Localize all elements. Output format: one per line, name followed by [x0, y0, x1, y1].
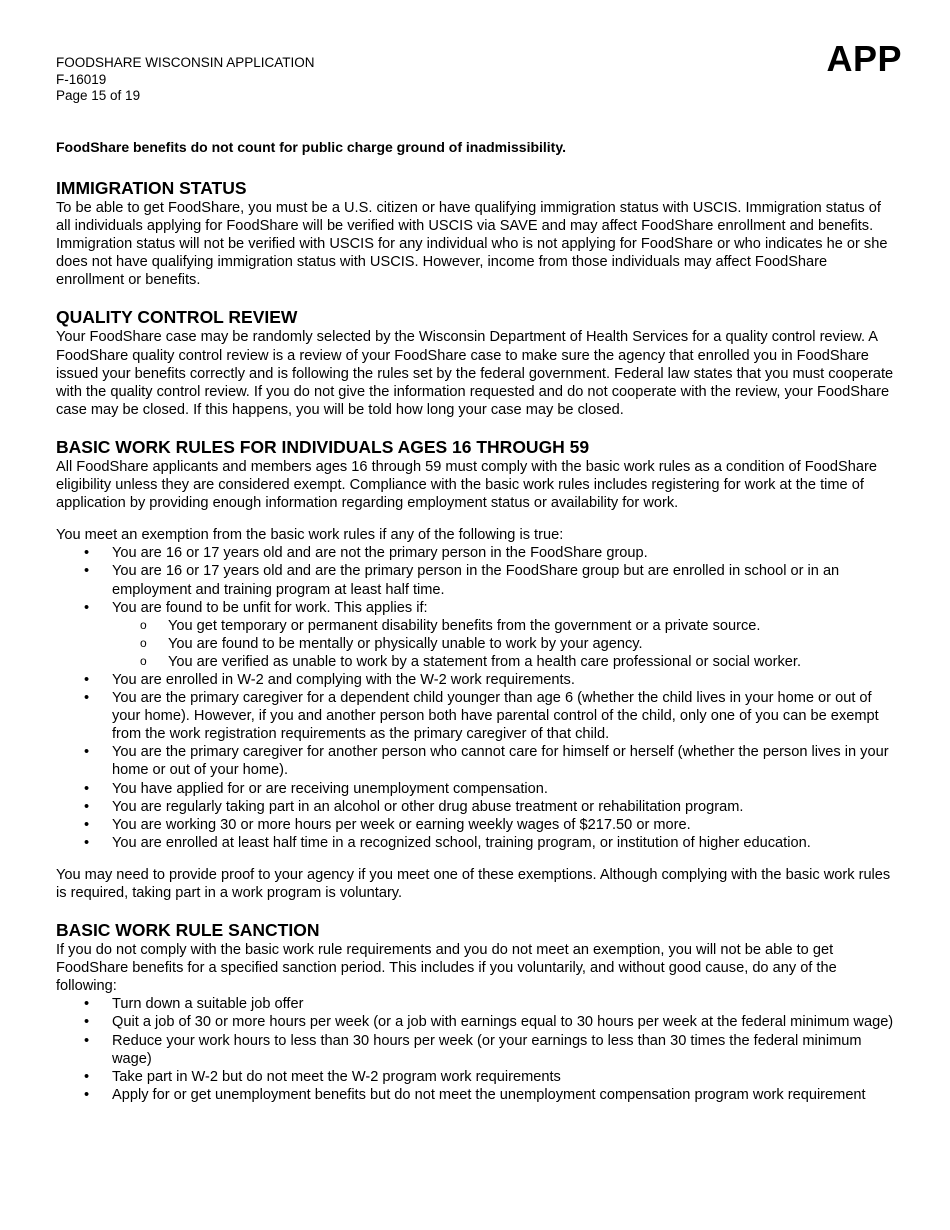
- quality-control-heading: QUALITY CONTROL REVIEW: [56, 307, 298, 328]
- list-item: • You are the primary caregiver for a dependent child younger than age 6 (whether the child lives in your home or out of your home). However, if you and another person both have parental control of the child, only one of you can be exempt from the work registration requirements as the primary caregiver of that child.: [56, 689, 898, 743]
- immigration-heading: IMMIGRATION STATUS: [56, 178, 247, 198]
- list-item: • You are enrolled at least half time in a recognized school, training program, or institution of higher education.: [56, 834, 898, 852]
- work-rules-heading: BASIC WORK RULES FOR INDIVIDUALS AGES 16 THROUGH 59: [56, 436, 590, 457]
- sanction-list: [56, 995, 898, 1104]
- sanction-heading: BASIC WORK RULE SANCTION: [56, 920, 320, 941]
- form-title: FOODSHARE WISCONSIN APPLICATION: [56, 55, 315, 70]
- exemption-list: [56, 544, 898, 852]
- list-item: • You are 16 or 17 years old and are the primary person in the FoodShare group but are enrolled in school or in an employment and training program at least half time.: [56, 562, 898, 598]
- quality-control-section: [56, 307, 898, 418]
- unfit-sub-list: [112, 617, 898, 671]
- list-item: • You have applied for or are receiving unemployment compensation.: [56, 780, 898, 798]
- list-item-text: You are found to be unfit for work. This applies if:: [112, 599, 428, 616]
- list-item: • Quit a job of 30 or more hours per week (or a job with earnings equal to 30 hours per week at the federal minimum wage): [56, 1013, 898, 1031]
- document-header: [56, 55, 315, 105]
- exemption-intro: You meet an exemption from the basic work rules if any of the following is true:: [56, 527, 564, 544]
- list-item: [56, 599, 898, 671]
- list-item: • You are 16 or 17 years old and are not the primary person in the FoodShare group.: [56, 544, 898, 562]
- quality-control-body: Your FoodShare case may be randomly selected by the Wisconsin Department of Health Services for a quality control review. A FoodShare quality control review is a review of your FoodShare case to make sure the agency that enrolled you in FoodShare issued your benefits correctly and is following the rules set by the federal government. Federal law states that you must cooperate with the quality control review. If you do not give the information requested and do not cooperate with the review, your FoodShare case may be closed. If this happens, you will be told how long your case may be closed.: [56, 329, 894, 418]
- immigration-body: To be able to get FoodShare, you must be a U.S. citizen or have qualifying immigration status with USCIS. Immigration status of all individuals applying for FoodShare will be verified with USCIS via SAVE and may affect FoodShare enrollment and benefits. Immigration status will not be verified with USCIS for any individual who is not applying for FoodShare or who indicates he or she does not have qualifying immigration status with USCIS. However, income from those individuals may affect FoodShare enrollment or benefits.: [56, 200, 888, 289]
- list-item: • Take part in W-2 but do not meet the W-2 program work requirements: [56, 1068, 898, 1086]
- list-item: • You are the primary caregiver for another person who cannot care for himself or herself (whether the person lives in your home or out of your home).: [56, 743, 898, 779]
- form-number: F-16019: [56, 71, 107, 87]
- app-label: APP: [826, 38, 902, 79]
- page-number: Page 15 of 19: [56, 88, 141, 103]
- list-item: • Reduce your work hours to less than 30 hours per week (or your earnings to less than 30 times the federal minimum wage): [56, 1032, 898, 1068]
- sanction-section: [56, 920, 898, 1104]
- sub-list-item: o You are verified as unable to work by a statement from a health care professional or social worker.: [112, 653, 898, 671]
- work-rules-body: All FoodShare applicants and members ages 16 through 59 must comply with the basic work rules as a condition of FoodShare eligibility unless they are considered exempt. Compliance with the basic work rules includes registering for work at the time of application by providing enough information regarding employment status or availability for work.: [56, 458, 877, 512]
- document-body: [56, 178, 898, 1104]
- immigration-section: [56, 178, 898, 289]
- sub-list-item: o You get temporary or permanent disability benefits from the government or a private source.: [112, 617, 898, 635]
- sub-list-item: o You are found to be mentally or physically unable to work by your agency.: [112, 635, 898, 653]
- list-item: • Apply for or get unemployment benefits but do not meet the unemployment compensation program work requirement: [56, 1086, 898, 1104]
- proof-note: You may need to provide proof to your agency if you meet one of these exemptions. Although complying with the basic work rules is required, taking part in a work program is voluntary.: [56, 866, 891, 901]
- list-item: • You are enrolled in W-2 and complying with the W-2 work requirements.: [56, 671, 898, 689]
- list-item: • You are working 30 or more hours per week or earning weekly wages of $217.50 or more.: [56, 816, 898, 834]
- work-rules-section: [56, 437, 898, 902]
- list-item: • Turn down a suitable job offer: [56, 995, 898, 1013]
- public-charge-notice: FoodShare benefits do not count for public charge ground of inadmissibility.: [56, 139, 566, 155]
- sanction-body: If you do not comply with the basic work rule requirements and you do not meet an exemption, you will not be able to get FoodShare benefits for a specified sanction period. This includes if you voluntarily, and without good cause, do any of the following:: [56, 942, 837, 995]
- list-item: • You are regularly taking part in an alcohol or other drug abuse treatment or rehabilitation program.: [56, 798, 898, 816]
